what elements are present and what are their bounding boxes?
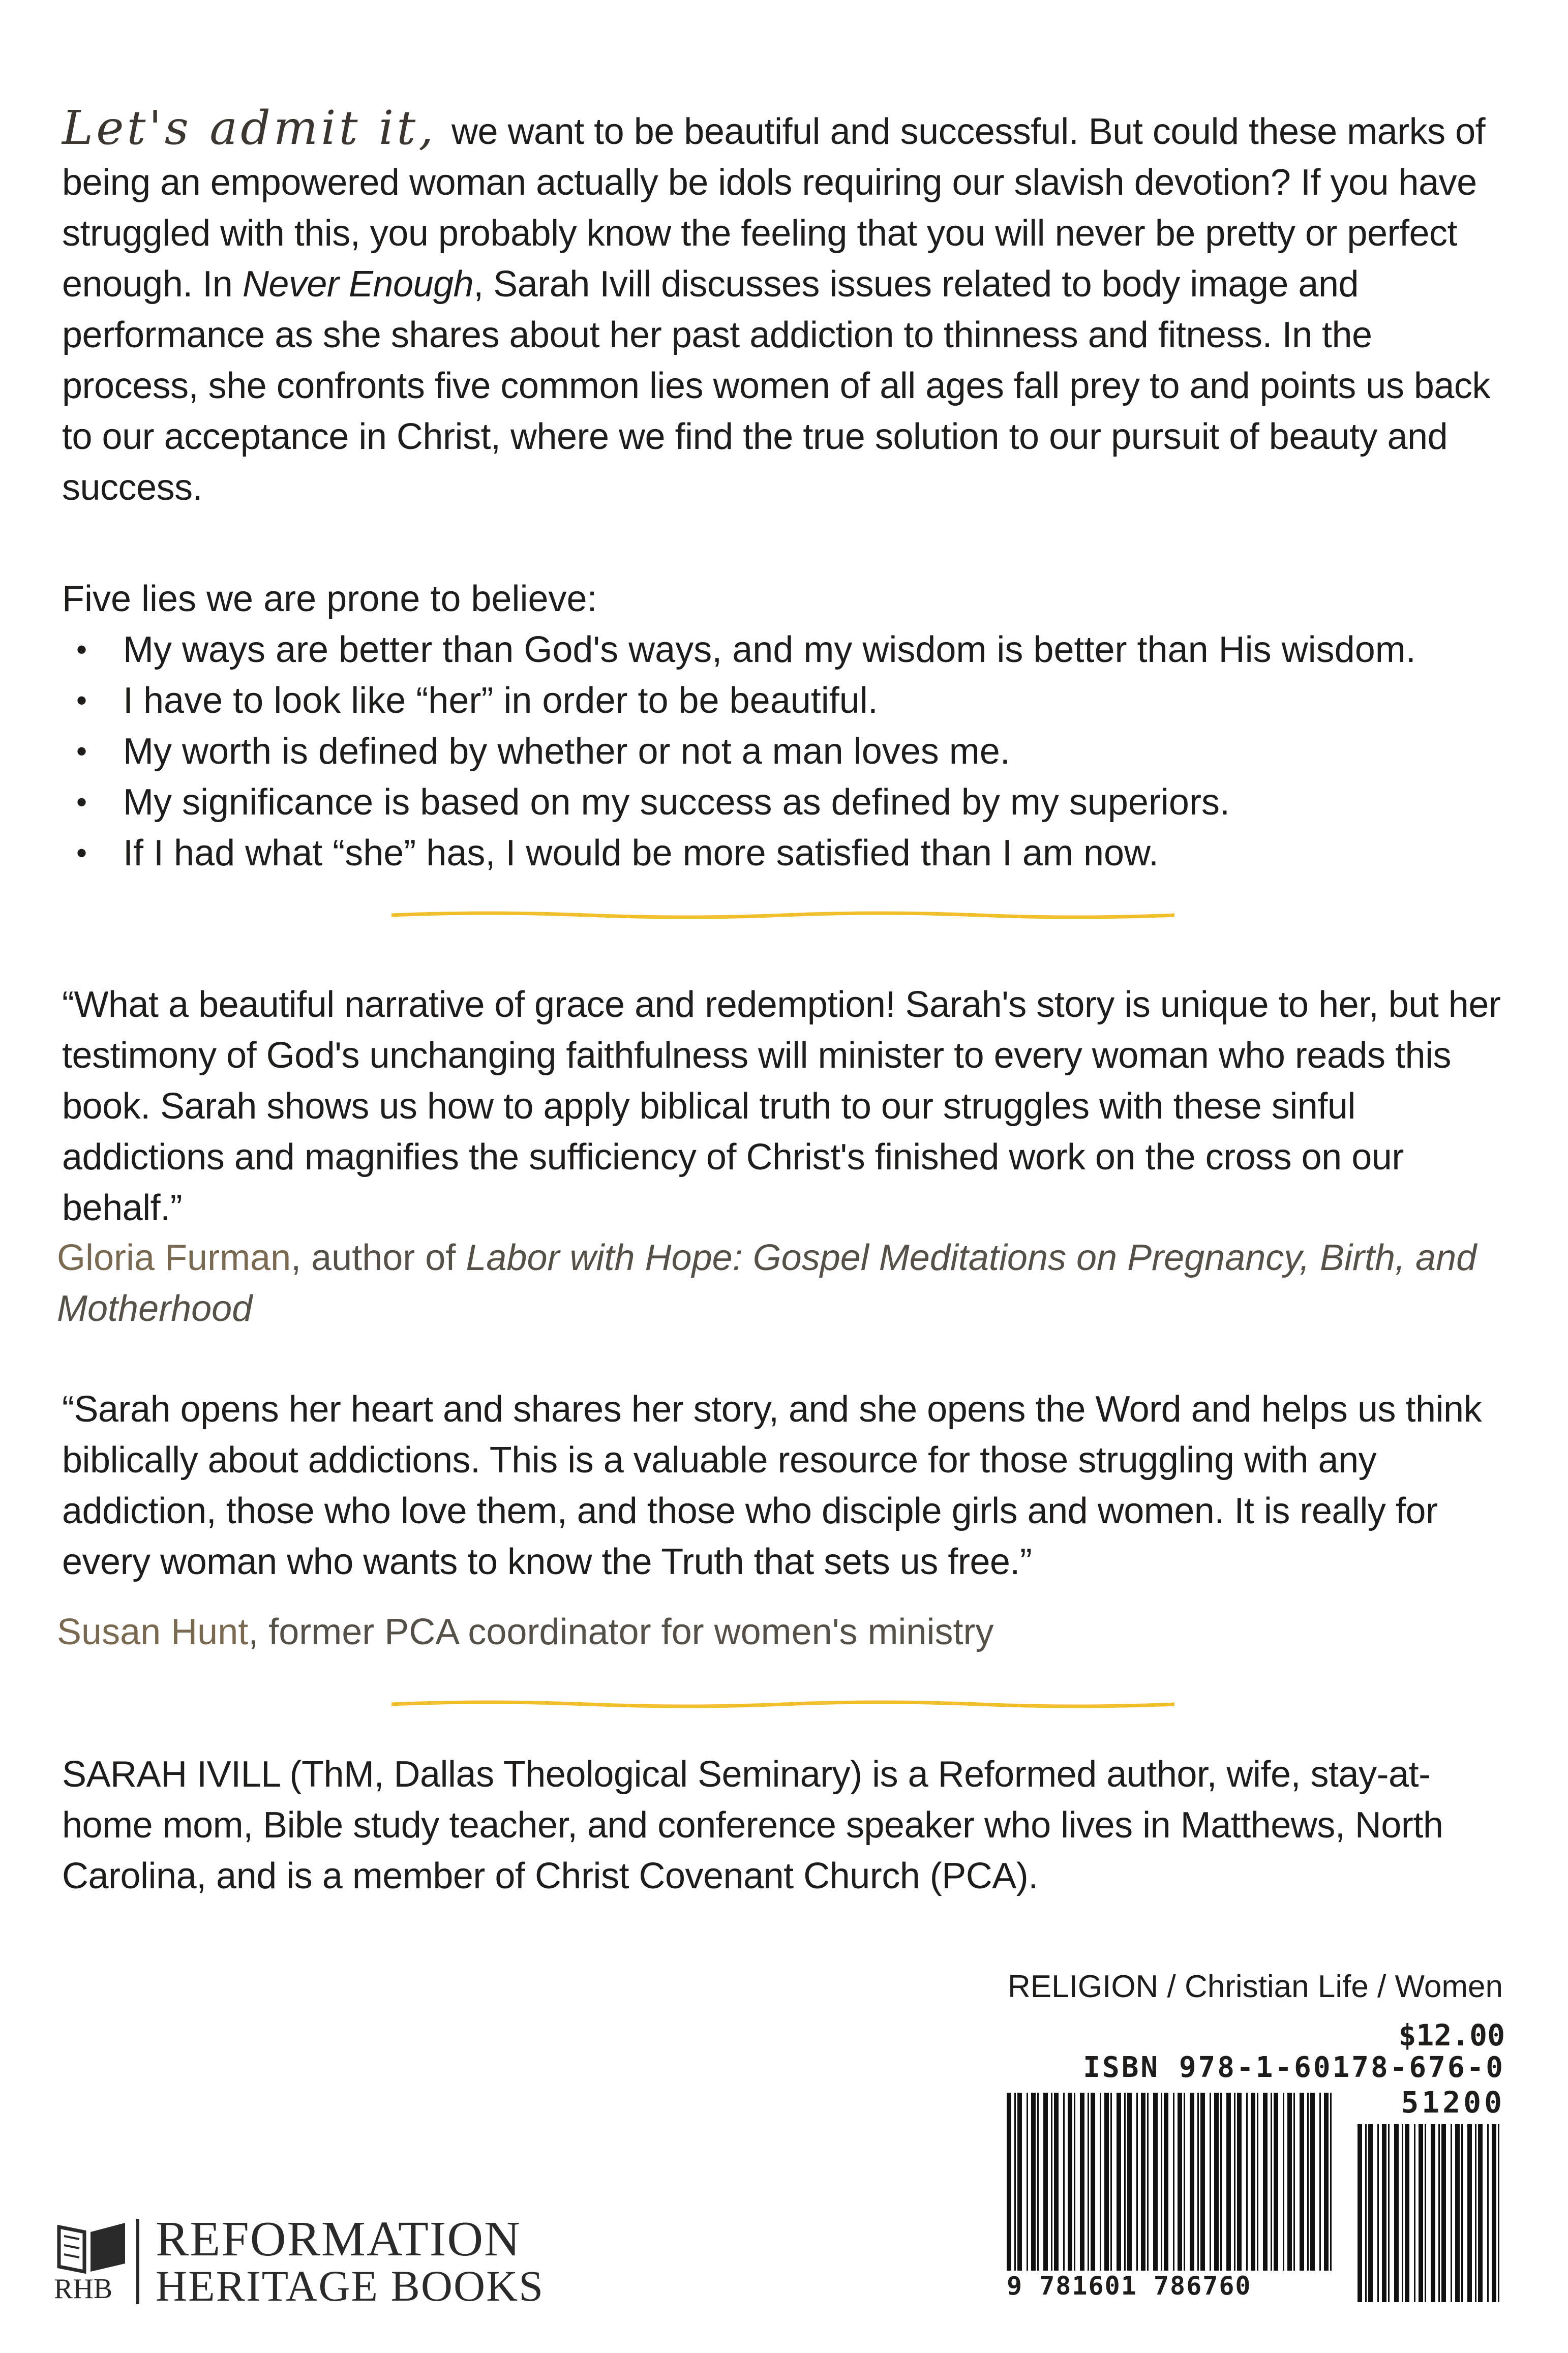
barcode-bar [1117, 2093, 1121, 2271]
barcode-bar [1210, 2093, 1211, 2271]
barcode-bar [1043, 2093, 1048, 2271]
endorsement-attribution-2: Susan Hunt, former PCA coordinator for women's ministry [57, 1612, 994, 1652]
barcode-bar [1007, 2093, 1011, 2271]
barcode-bar [1027, 2093, 1028, 2271]
barcode-bar [1419, 2124, 1423, 2302]
bullet-icon: • [76, 632, 87, 667]
barcode-bar [1263, 2093, 1268, 2271]
barcode-bar [1283, 2093, 1284, 2271]
barcode-bar [1184, 2093, 1185, 2271]
barcode-bar [1051, 2093, 1052, 2271]
lies-heading: Five lies we are prone to believe: [62, 579, 597, 619]
barcode-bar [1257, 2093, 1258, 2271]
barcode-bar [1271, 2093, 1272, 2271]
barcode-bar [1365, 2124, 1367, 2302]
barcode-image [1007, 2093, 1337, 2271]
barcode-bar [1173, 2093, 1174, 2271]
endorser-name: Gloria Furman [57, 1238, 291, 1278]
barcode-bar [1441, 2124, 1446, 2302]
price-code: 51200 [1401, 2085, 1505, 2120]
publisher-divider [136, 2219, 139, 2304]
endorsement-quote-1: “What a beautiful narrative of grace and redemption! Sarah's story is unique to her, but her testimony of God's unchanging faithfulness will minister to every woman who reads this book. Sarah shows us how to apply biblical truth to our struggles with these sinful addictions and magnifies the sufficiency of Christ's finished work on the cross on our behalf.” [62, 984, 1501, 1228]
barcode-bar [1310, 2093, 1315, 2271]
price: $12.00 [1398, 2018, 1505, 2053]
publisher-name-line1: REFORMATION [156, 2212, 521, 2267]
endorser-name: Susan Hunt [57, 1612, 249, 1652]
bullet-icon: • [76, 785, 87, 819]
barcode-bar [1234, 2093, 1235, 2271]
barcode-bar [1164, 2093, 1168, 2271]
barcode-bar [1324, 2093, 1329, 2271]
bullet-icon: • [76, 836, 87, 870]
barcode-area [1007, 2017, 1505, 2307]
barcode-bar [1358, 2124, 1362, 2302]
barcode-bar [1330, 2093, 1332, 2271]
barcode-bar [1246, 2093, 1248, 2271]
barcode-bar [1461, 2124, 1463, 2302]
barcode-bar [1190, 2093, 1194, 2271]
barcode-bar [1455, 2124, 1460, 2302]
publisher-name-line2: HERITAGE BOOKS [156, 2261, 545, 2310]
barcode-bar [1487, 2124, 1489, 2302]
endorsement-attribution-1: Gloria Furman, author of Labor with Hope: Gospel Meditations on Pregnancy, Birth, and Motherhood [57, 1238, 1477, 1329]
barcode-bar [1214, 2093, 1219, 2271]
barcode-bar [1153, 2093, 1158, 2271]
barcode-bar [1110, 2093, 1112, 2271]
barcode-bar [1287, 2093, 1292, 2271]
barcode-bar [1307, 2093, 1309, 2271]
wave-divider-top [391, 905, 1174, 922]
endorser-work: Labor with Hope: Gospel Meditations on Pregnancy, Birth, and Motherhood [57, 1238, 1477, 1329]
barcode-bar [1017, 2093, 1022, 2271]
publisher-logo [49, 2212, 608, 2313]
barcode-bar [1405, 2124, 1409, 2302]
barcode-bar [1226, 2093, 1231, 2271]
barcode-digits: 9 781601 786760 [1007, 2271, 1252, 2301]
barcode-bar [1127, 2093, 1132, 2271]
barcode-addon-image [1358, 2124, 1505, 2302]
barcode-bar [1091, 2093, 1095, 2271]
barcode-bar [1492, 2124, 1496, 2302]
barcode-bar [1100, 2093, 1101, 2271]
barcode-bar [1104, 2093, 1109, 2271]
barcode-bar [1498, 2124, 1499, 2302]
barcode-bar [1414, 2124, 1415, 2302]
lies-list [76, 624, 1530, 879]
bullet-icon: • [76, 734, 87, 768]
wave-divider-bottom [391, 1694, 1174, 1711]
barcode-bar [1178, 2093, 1182, 2271]
barcode-bar [1478, 2124, 1483, 2302]
list-item: • My worth is defined by whether or not a man loves me. [76, 726, 1530, 777]
barcode-bar [1197, 2093, 1199, 2271]
barcode-bar [1319, 2093, 1321, 2271]
barcode-bar [1402, 2124, 1403, 2302]
barcode-bar [1237, 2093, 1242, 2271]
barcode-bar [1274, 2093, 1278, 2271]
barcode-bar [1300, 2093, 1304, 2271]
barcode-bar [1388, 2124, 1390, 2302]
barcode-bar [1382, 2124, 1386, 2302]
intro-paragraph [62, 103, 1516, 513]
barcode-bar [1467, 2124, 1472, 2302]
endorsement-quote-2: “Sarah opens her heart and shares her story, and she opens the Word and helps us think biblically about addictions. This is a valuable resource for those struggling with any addiction, those who love them, and those who disciple girls and women. It is really for every woman who wants to know the Truth that sets us free.” [62, 1389, 1482, 1582]
barcode-bar [1124, 2093, 1126, 2271]
barcode-bar [1014, 2093, 1016, 2271]
barcode-bar [1431, 2124, 1435, 2302]
barcode-bar [1475, 2124, 1476, 2302]
script-lead: Let's admit it, [62, 101, 437, 155]
barcode-bar [1438, 2124, 1440, 2302]
publisher-abbrev: RHB [54, 2273, 113, 2305]
barcode-bar [1136, 2093, 1138, 2271]
list-item: • If I had what “she” has, I would be more satisfied than I am now. [76, 828, 1530, 879]
barcode-bar [1080, 2093, 1084, 2271]
book-title: Never Enough [242, 264, 474, 305]
barcode-bar [1368, 2124, 1373, 2302]
barcode-bar [1161, 2093, 1162, 2271]
barcode-bar [1394, 2124, 1399, 2302]
list-item: • My significance is based on my success as defined by my superiors. [76, 777, 1530, 828]
barcode-bar [1147, 2093, 1149, 2271]
barcode-bar [1451, 2124, 1452, 2302]
barcode-bar [1377, 2124, 1379, 2302]
barcode-bar [1293, 2093, 1295, 2271]
intro-text-2: , Sarah Ivill discusses issues related to body image and performance as she shares about her past addiction to thinness and fitness. In the process, she confronts five common lies women of all ages fall prey to and points us back to our acceptance in Christ, where we find the true solution to our pursuit of beauty and success. [62, 264, 1490, 508]
barcode-bar [1220, 2093, 1222, 2271]
list-item: • My ways are better than God's ways, and my wisdom is better than His wisdom. [76, 624, 1530, 675]
barcode-bar [1054, 2093, 1059, 2271]
list-item: • I have to look like “her” in order to be beautiful. [76, 675, 1530, 726]
barcode-bar [1074, 2093, 1075, 2271]
author-bio: SARAH IVILL (ThM, Dallas Theological Seminary) is a Reformed author, wife, stay-at-home mom, Bible study teacher, and conference speaker who lives in Matthews, North Carolina, and is a member of Christ Covenant Church (PCA). [62, 1754, 1443, 1896]
barcode-bar [1063, 2093, 1065, 2271]
barcode-bar [1088, 2093, 1089, 2271]
isbn: ISBN 978-1-60178-676-0 [1083, 2051, 1505, 2084]
barcode-bar [1200, 2093, 1205, 2271]
barcode-bar [1251, 2093, 1255, 2271]
barcode-bar [1031, 2093, 1036, 2271]
intro-text-1: we want to be beautiful and successful. But could these marks of being an empowered woman actually be idols requiring our slavish devotion? If you have struggled with this, you probably know the feeling that you will never be pretty or perfect enough. In [62, 111, 1486, 305]
barcode-bar [1425, 2124, 1426, 2302]
bullet-icon: • [76, 683, 87, 717]
barcode-bar [1141, 2093, 1145, 2271]
category-label: RELIGION / Christian Life / Women [1008, 1969, 1503, 2004]
barcode-bar [1068, 2093, 1072, 2271]
barcode-bar [1037, 2093, 1039, 2271]
